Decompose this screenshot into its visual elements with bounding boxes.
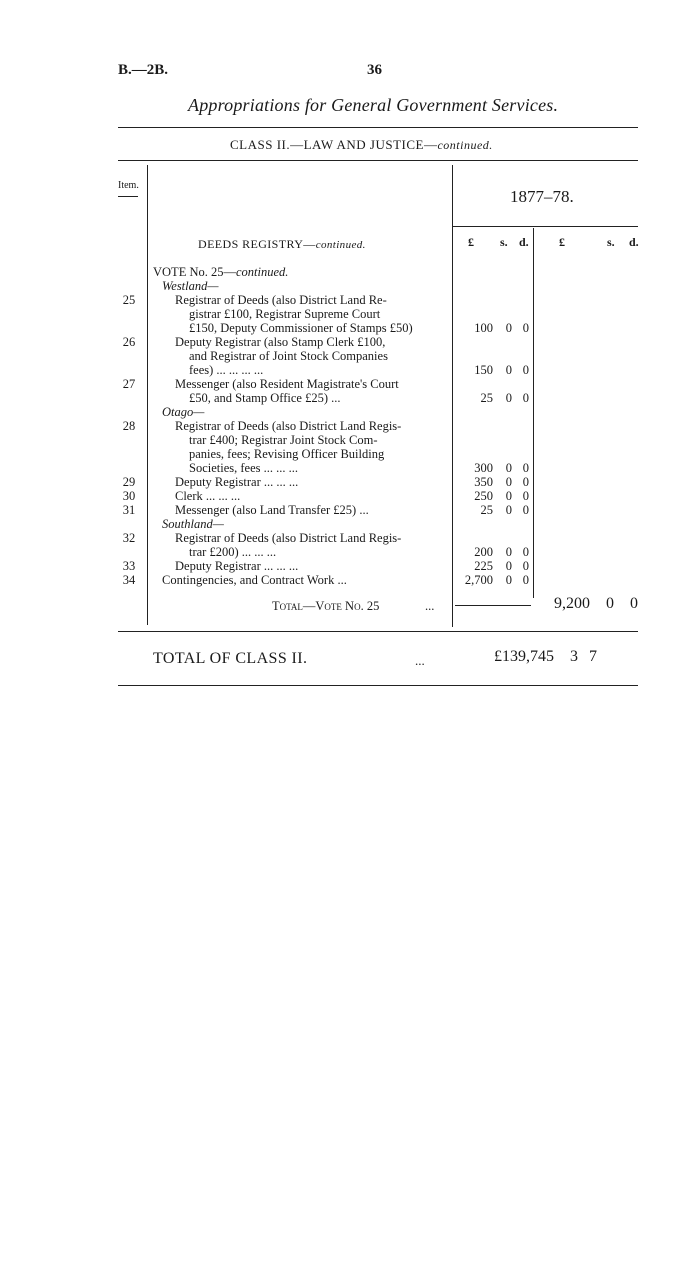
page-title: Appropriations for General Government Services.	[188, 95, 559, 115]
shillings-header-1: s.	[500, 235, 508, 249]
entry-line: fees) ... ... ... ...	[189, 363, 264, 377]
subtotal-rule	[455, 605, 531, 606]
amount-pounds: 300	[474, 461, 493, 475]
amount-pounds: 350	[474, 475, 493, 489]
class-total-label: TOTAL OF CLASS II.	[153, 650, 308, 667]
section-heading-main: DEEDS REGISTRY—	[198, 237, 316, 251]
vote-total-dots: ...	[425, 599, 435, 613]
amount-pence: 0	[522, 559, 529, 573]
class-total-pence: 7	[589, 648, 597, 665]
pounds-header-1: £	[468, 235, 474, 249]
entry-line: Messenger (also Resident Magistrate's Court	[175, 377, 399, 391]
section-heading-continued: continued.	[315, 239, 366, 251]
region-westland: Westland—	[162, 279, 219, 293]
item-number: 33	[122, 559, 136, 573]
table-bottom-rule	[118, 631, 638, 632]
item-number: 26	[122, 335, 136, 349]
amount-shillings: 0	[505, 573, 512, 587]
subtotal-column-divider	[533, 228, 534, 598]
amount-pounds: 25	[480, 391, 493, 405]
item-number: 29	[122, 475, 136, 489]
amount-pounds: 225	[474, 559, 493, 573]
entry-line: Registrar of Deeds (also District Land Regis-	[175, 419, 402, 433]
class-total-pounds: £139,745	[494, 648, 554, 665]
item-number: 32	[122, 531, 136, 545]
item-number: 27	[122, 377, 136, 391]
vote-total-pence: 0	[630, 595, 638, 612]
entry-line: Registrar of Deeds (also District Land Regis-	[175, 531, 402, 545]
year-heading: 1877–78.	[510, 187, 574, 206]
entry-line: and Registrar of Joint Stock Companies	[189, 349, 388, 363]
document-code: B.—2B.	[118, 62, 169, 78]
class-total-shillings: 3	[570, 648, 578, 665]
amount-pence: 0	[522, 545, 529, 559]
amount-shillings: 0	[505, 321, 512, 335]
vote-heading-main: VOTE No. 25—	[153, 265, 236, 279]
class-total-dots: ...	[415, 653, 425, 668]
amount-pounds: 200	[474, 545, 493, 559]
item-number: 30	[122, 489, 136, 503]
item-number: 28	[122, 419, 136, 433]
entry-line: trar £400; Registrar Joint Stock Com-	[189, 433, 378, 447]
amount-pounds: 100	[474, 321, 493, 335]
region-otago: Otago—	[162, 405, 205, 419]
entry-line: £50, and Stamp Office £25) ...	[189, 391, 341, 405]
entry-line: Societies, fees ... ... ...	[189, 461, 299, 475]
amount-shillings: 0	[505, 503, 512, 517]
text-column-divider	[452, 165, 453, 627]
entry-line: £150, Deputy Commissioner of Stamps £50)	[189, 321, 413, 335]
entry-line: Registrar of Deeds (also District Land Re-	[175, 293, 387, 307]
amount-shillings: 0	[505, 559, 512, 573]
amount-pence: 0	[522, 503, 529, 517]
amount-pence: 0	[522, 475, 529, 489]
amount-pounds: 2,700	[464, 573, 493, 587]
item-number: 34	[122, 573, 136, 587]
item-column-header: Item.	[118, 180, 139, 191]
class-heading-main: CLASS II.—LAW AND JUSTICE—	[230, 137, 438, 152]
amount-pence: 0	[522, 363, 529, 377]
amount-shillings: 0	[505, 489, 512, 503]
amount-pence: 0	[522, 391, 529, 405]
amount-pounds: 25	[480, 503, 493, 517]
vote-heading	[153, 266, 288, 279]
entry-line: trar £200) ... ... ...	[189, 545, 277, 559]
section-heading	[198, 237, 366, 252]
amount-shillings: 0	[505, 391, 512, 405]
vote-total-pounds: 9,200	[554, 595, 590, 612]
amount-pounds: 150	[474, 363, 493, 377]
amount-pounds: 250	[474, 489, 493, 503]
amount-shillings: 0	[505, 545, 512, 559]
entry-line: gistrar £100, Registrar Supreme Court	[189, 307, 381, 321]
item-number: 25	[122, 293, 136, 307]
entry-line: Messenger (also Land Transfer £25) ...	[175, 503, 369, 517]
entry-line: Deputy Registrar ... ... ...	[175, 475, 299, 489]
amount-pence: 0	[522, 321, 529, 335]
vote-total-label: Total—Vote No. 25	[272, 599, 380, 613]
year-underline	[452, 226, 638, 227]
item-number: 31	[122, 503, 136, 517]
item-header-dash	[118, 196, 138, 197]
pounds-header-2: £	[559, 235, 565, 249]
entry-line: panies, fees; Revising Officer Building	[189, 447, 385, 461]
page-end-rule	[118, 685, 638, 686]
amount-pence: 0	[522, 489, 529, 503]
item-column-divider	[147, 165, 148, 625]
entry-line: Deputy Registrar (also Stamp Clerk £100,	[175, 335, 386, 349]
amount-shillings: 0	[505, 363, 512, 377]
entry-line: Contingencies, and Contract Work ...	[162, 573, 347, 587]
shillings-header-2: s.	[607, 235, 615, 249]
class-heading-continued: continued.	[437, 138, 493, 152]
pence-header-2: d.	[629, 235, 639, 249]
region-southland: Southland—	[162, 517, 224, 531]
top-rule	[118, 127, 638, 128]
amount-shillings: 0	[505, 461, 512, 475]
class-heading	[230, 137, 493, 153]
vote-heading-continued: continued.	[235, 265, 289, 279]
vote-total-shillings: 0	[606, 595, 614, 612]
table-top-rule	[118, 160, 638, 161]
entry-line: Deputy Registrar ... ... ...	[175, 559, 299, 573]
amount-shillings: 0	[505, 475, 512, 489]
amount-pence: 0	[522, 573, 529, 587]
amount-pence: 0	[522, 461, 529, 475]
pence-header-1: d.	[519, 235, 529, 249]
entry-line: Clerk ... ... ...	[175, 489, 241, 503]
page-number: 36	[367, 62, 382, 78]
